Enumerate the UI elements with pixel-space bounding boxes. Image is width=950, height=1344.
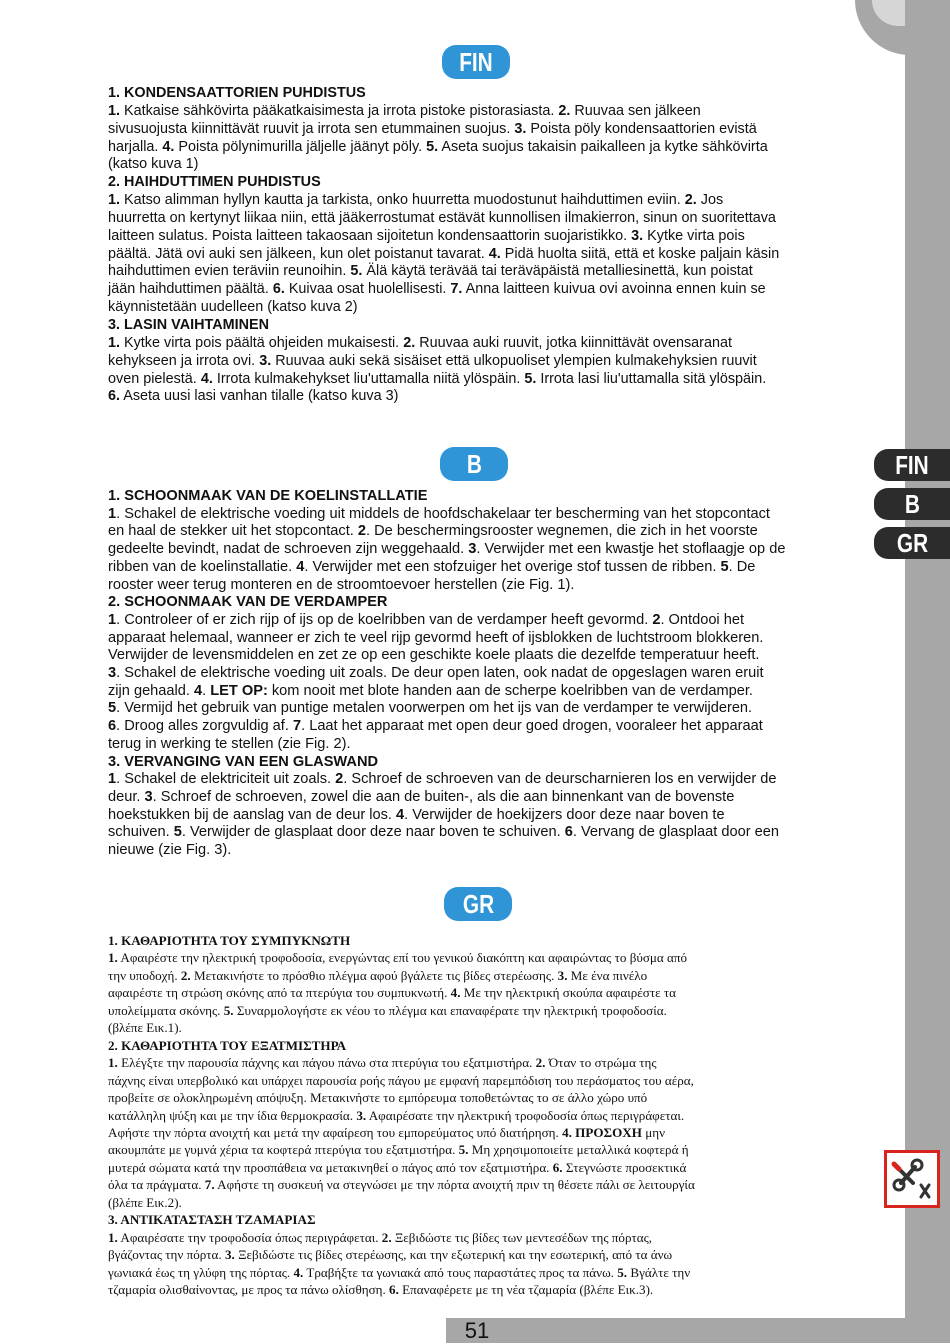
text-run: Kuivaa osat huolellisesti. [284, 281, 451, 298]
text-run: nieuwe (zie Fig. 3). [108, 842, 232, 859]
bold-run: 3. [356, 1107, 367, 1123]
bold-run: 4. ΠΡΟΣΟΧΗ [562, 1124, 642, 1140]
bold-run: 7. [450, 281, 463, 298]
bold-run: 1. [108, 1229, 118, 1245]
text-run: μυτερά σώματα κατά την προσπάθεια να μετακινηθεί ο πάγος από τον εξατμιστήρα. [108, 1159, 553, 1175]
text-run: . Verwijder de hoekijzers door deze naar boven te [404, 806, 725, 823]
bold-run: 2. HAIHDUTTIMEN PUHDISTUS [108, 174, 321, 191]
text-run: . De beschermingsrooster wegnemen, die zich in het voorste [366, 523, 758, 540]
text-line [108, 1141, 848, 1158]
text-line [108, 594, 848, 612]
text-run: Älä käytä terävää tai teräväpäistä metalliesinettä, kun poistat [362, 263, 753, 280]
text-run: Επαναφέρετε με τη νέα τζαμαρία (βλέπε Εικ.3). [398, 1282, 654, 1298]
text-run: αφαιρέστε τη στρώση σκόνης από τα πτερύγια του συμπυκνωτή. [108, 985, 451, 1001]
text-line [108, 263, 848, 281]
gr-badge: GR [444, 887, 512, 921]
text-line [108, 700, 848, 718]
bold-run: 6. [389, 1282, 399, 1298]
text-run: apparaat helemaal, wanneer er zich te veel rijp gevormd heeft of ijsblokken de luchtstroom blokkeren. [108, 629, 764, 646]
text-run: sivusuojusta kiinnittävät ruuvit ja irrota sen etummainen suojus. [108, 120, 515, 137]
text-run: Ελέγξτε την παρουσία πάχνης και πάγου πάνω στα πτερύγια του εξατμιστήρα. [117, 1055, 536, 1071]
text-run: zijn gehaald. [108, 682, 195, 699]
text-run: Αφαιρέστε την ηλεκτρική τροφοδοσία, ενεργώντας επί του γενικού διακόπτη και αφαιρώντας το βύσμα από [117, 950, 688, 966]
bold-run: 3 [468, 541, 477, 558]
text-run: harjalla. [108, 138, 163, 155]
text-run: Pidä huolta siitä, että et koske paljain käsin [500, 245, 780, 262]
text-line [108, 228, 848, 246]
text-run: Με την ηλεκτρική σκούπα αφαιρέστε τα [460, 985, 676, 1001]
text-line [108, 174, 848, 192]
text-run: Με ένα πινέλο [567, 967, 648, 983]
text-line [108, 103, 848, 121]
text-run: Verwijder de levensmiddelen en zet ze op een geschikte koele plaats die dezelfde temperatuur heeft. [108, 647, 760, 664]
text-run: . Schakel de elektrische voeding uit middels de hoofdschakelaar ter bescherming van het stopcontact [116, 505, 770, 522]
text-run: Poista pölynimurilla jäljelle jäänyt pöly. [174, 138, 427, 155]
bold-run: 1 [108, 771, 117, 788]
text-run: . Schroef de schroeven van de deurscharnieren los en verwijder de [343, 771, 777, 788]
bold-run: 2 [652, 611, 661, 628]
bold-run: 5. [350, 263, 363, 280]
bold-run: 6. [108, 388, 121, 405]
text-line [108, 85, 848, 103]
text-run: Ruuvaa auki ruuvit, jotka kiinnittävät ovensaranat [415, 334, 732, 351]
text-line [108, 192, 848, 210]
text-line [108, 1194, 848, 1211]
text-run: . Verwijder met een kwastje het stoflaagje op de [476, 541, 786, 558]
text-run: πάχνης είναι υπερβολικό και υπάρχει παρουσία ροής πάγου με εμφανή παρεμπόδιση του περάσματος του αέρα, [108, 1072, 694, 1088]
bold-run: 5. [458, 1142, 469, 1158]
bold-run: 6. [552, 1159, 563, 1175]
text-run: . Controleer of er zich rijp of ijs op de koelribben van de verdamper heeft gevormd. [116, 611, 653, 628]
text-line [108, 1037, 848, 1054]
text-line [108, 824, 848, 842]
bold-run: 1. ΚΑΘΑΡΙΟΤΗΤΑ ΤΟΥ ΣΥΜΠΥΚΝΩΤΗ [108, 933, 351, 948]
bold-run: 6 [564, 824, 573, 841]
dutch-instructions [108, 488, 848, 860]
text-run: kom nooit met blote handen aan de scherpe koelribben van de verdamper. [267, 682, 753, 699]
text-line [108, 506, 848, 524]
text-line [108, 1281, 848, 1298]
text-run: Συναρμολογήστε εκ νέου το πλέγμα και επαναφέρατε την ηλεκτρική τροφοδοσία. [233, 1002, 667, 1018]
bold-run: 5. [617, 1264, 628, 1280]
bold-run: 5 [173, 824, 182, 841]
text-line [108, 789, 848, 807]
text-run: υπολείμματα σκόνης. [108, 1002, 224, 1018]
text-run: Αφαιρέσατε την τροφοδοσία όπως περιγράφεται. [117, 1229, 382, 1245]
bold-run: 3. [557, 967, 568, 983]
text-line [108, 299, 848, 317]
text-run: terug in werking te stellen (zie Fig. 2). [108, 735, 351, 752]
text-run: Irrota lasi liu'uttamalla sitä ylöspäin. [536, 370, 767, 387]
text-run: käynnistetään uudelleen (katso kuva 2) [108, 299, 358, 316]
bold-run: 6. [272, 281, 285, 298]
bold-run: 7. [204, 1177, 215, 1193]
bold-run: 1. [108, 950, 118, 966]
text-run: Katkaise sähkövirta pääkatkaisimesta ja irrota pistoke pistorasiasta. [120, 102, 559, 119]
text-run: . Laat het apparaat met open deur goed drogen, vooraleer het apparaat [301, 718, 763, 735]
text-run: όλα τα πράγματα. [108, 1177, 205, 1193]
text-run: Ξεβιδώστε τις βίδες στερέωσης, και την εξωτερική και την εσωτερική, από τα άνω [234, 1247, 673, 1263]
text-line [108, 949, 848, 966]
text-line [108, 1089, 848, 1106]
text-line [108, 807, 848, 825]
sidebar-language-fin: FIN [874, 449, 950, 481]
bold-run: 2 [335, 771, 344, 788]
text-run: . Schroef de schroeven, zowel die aan de buiten-, als die aan binnenkant van de bovenste [152, 788, 735, 805]
bold-run: 3. LASIN VAIHTAMINEN [108, 316, 269, 333]
text-run: laitteen sulatus. Poista laitteen takaosaan sijoitetun kondensaattorin suojaristikko. [108, 227, 632, 244]
footer-band [446, 1318, 950, 1343]
text-line [108, 139, 848, 157]
text-run: Αφήστε τη συσκευή να στεγνώσει με την πόρτα ανοιχτή πριν τη θέσετε πάλι σε λειτουργία [214, 1177, 695, 1193]
text-run: Βγάλτε την [627, 1264, 691, 1280]
text-line [108, 577, 848, 595]
bold-run: 5 [720, 558, 729, 575]
text-line [108, 1229, 848, 1246]
bold-run: 7 [292, 718, 302, 735]
text-run: Όταν το στρώμα της [545, 1055, 657, 1071]
text-run: Αφαιρέσατε την ηλεκτρική τροφοδοσία όπως περιγράφεται. [366, 1107, 685, 1123]
text-run: jään haihduttimen päältä. [108, 281, 273, 298]
text-run: προβείτε σε ολοκληρωμένη απόψυξη. Μετακινήστε το εμπόρευμα τοποθετώντας το σε άλλο χώρο υπό [108, 1090, 648, 1106]
page-number: 51 [464, 1317, 490, 1343]
text-run: Irrota kulmakehykset liu'uttamalla niitä ylöspäin. [212, 370, 525, 387]
text-run: Ruuvaa auki sekä sisäiset että ulkopuoliset ylempien kulmakehyksien ruuvit [271, 352, 757, 369]
text-run: ακουμπάτε με γυμνά χέρια τα κοφτερά πτερύγια του εξατμιστήρα. [108, 1142, 459, 1158]
text-line [108, 754, 848, 772]
bold-run: 3. [631, 227, 644, 244]
text-run: Anna laitteen kuivua ovi avoinna ennen kuin se [462, 281, 766, 298]
text-run: . Vervang de glasplaat door een [572, 824, 779, 841]
bold-run: 4 [396, 806, 405, 823]
text-run: huurretta on kertynyt liikaa niin, että jääkerrostumat estävät kunnollisen ilmakierron, sinun on suoritettava [108, 209, 776, 226]
text-run: Aseta uusi lasi vanhan tilalle (katso kuva 3) [120, 388, 399, 405]
text-run: την υποδοχή. [108, 967, 181, 983]
text-line [108, 1107, 848, 1124]
bold-run: 4. [450, 985, 461, 1001]
bold-run: 3. [514, 120, 527, 137]
sidebar-language-gr: GR [874, 527, 950, 559]
text-run: kehykseen ja irrota ovi. [108, 352, 260, 369]
text-run: Kytke virta pois [643, 227, 745, 244]
text-run: . Verwijder de glasplaat door deze naar boven te schuiven. [181, 824, 565, 841]
text-run: . Schakel de elektriciteit uit zoals. [116, 771, 336, 788]
text-line [108, 736, 848, 754]
text-line [108, 156, 848, 174]
bold-run: 6 [108, 718, 117, 735]
text-line [108, 1019, 848, 1036]
text-line [108, 1072, 848, 1089]
b-badge: B [440, 447, 508, 481]
text-run: Μη χρησιμοποιείτε μεταλλικά κοφτερά ή [468, 1142, 689, 1158]
text-run: en haal de stekker uit het stopcontact. [108, 523, 358, 540]
text-line [108, 718, 848, 736]
text-line [108, 317, 848, 335]
bold-run: 2. [381, 1229, 392, 1245]
bold-run: 2. ΚΑΘΑΡΙΟΤΗΤΑ ΤΟΥ ΕΞΑΤΜΙΣΤΗΡΑ [108, 1037, 347, 1053]
text-run: . [202, 682, 211, 699]
text-run: ribben van de koelinstallatie. [108, 558, 297, 575]
text-line [108, 371, 848, 389]
text-line [108, 1124, 848, 1141]
greek-instructions [108, 932, 848, 1299]
bold-run: 2. [558, 102, 571, 119]
text-run: Poista pöly kondensaattorien evistä [526, 120, 757, 137]
text-run: Μετακινήστε το πρόσθιο πλέγμα αφού βγάλετε τις βίδες στερέωσης. [190, 967, 558, 983]
bold-run: 3. VERVANGING VAN EEN GLASWAND [108, 753, 379, 770]
text-line [108, 281, 848, 299]
fin-instructions [108, 85, 848, 406]
text-line [108, 771, 848, 789]
text-line [108, 559, 848, 577]
text-line [108, 612, 848, 630]
text-run: (βλέπε Εικ.2). [108, 1194, 182, 1210]
bold-run: 1. [108, 192, 121, 209]
text-line [108, 541, 848, 559]
text-line [108, 967, 848, 984]
bold-run: 4. [200, 370, 213, 387]
bold-run: 1 [108, 611, 117, 628]
bold-run: 1. [108, 102, 121, 119]
text-run: oven pielestä. [108, 370, 201, 387]
bold-run: 1. [108, 334, 121, 351]
fin-badge: FIN [442, 45, 510, 79]
text-run: . Vermijd het gebruik van puntige metalen voorwerpen om het ijs van de verdamper te verwijderen. [116, 700, 753, 717]
text-run: . Ontdooi het [660, 611, 745, 628]
bold-run: 2 [357, 523, 366, 540]
text-line [108, 1211, 848, 1228]
text-run: μην [641, 1124, 665, 1140]
bold-run: 3 [108, 665, 117, 682]
bold-run: 2. [403, 334, 416, 351]
text-line [108, 984, 848, 1001]
bold-run: 4. [293, 1264, 304, 1280]
text-run: κατάλληλη ψύξη και με την ίδια θερμοκρασία. [108, 1107, 357, 1123]
bold-run: 5. [426, 138, 439, 155]
right-margin-band [905, 0, 950, 1343]
bold-run: 2. [180, 967, 191, 983]
text-run: γωνιακά έως τη γλύφη της πόρτας. [108, 1264, 294, 1280]
bold-run: 1 [108, 505, 117, 522]
text-run: Ξεβιδώστε τις βίδες των μεντεσέδων της πόρτας, [391, 1229, 653, 1245]
text-line [108, 1002, 848, 1019]
text-run: hoekstukken bij de aanslag van de deur los. [108, 806, 397, 823]
screwdriver-wrench-icon [884, 1150, 940, 1208]
text-run: Kytke virta pois päältä ohjeiden mukaisesti. [120, 334, 404, 351]
bold-run: 5. [223, 1002, 234, 1018]
text-line [108, 353, 848, 371]
text-line [108, 388, 848, 406]
text-line [108, 210, 848, 228]
text-line [108, 1176, 848, 1193]
bold-run: 5. [524, 370, 537, 387]
bold-run: 1. SCHOONMAAK VAN DE KOELINSTALLATIE [108, 488, 428, 504]
bold-run: 3. [259, 352, 272, 369]
text-line [108, 488, 848, 506]
text-line [108, 665, 848, 683]
bold-run: 4. [162, 138, 175, 155]
bold-run: LET OP: [210, 682, 268, 699]
text-run: rooster weer terug monteren en de stroomtoevoer herstellen (zie Fig. 1). [108, 576, 575, 593]
text-line [108, 1246, 848, 1263]
text-line [108, 1054, 848, 1071]
text-line [108, 121, 848, 139]
text-run: Τραβήξτε τα γωνιακά από τους παραστάτες προς τα πάνω. [303, 1264, 618, 1280]
text-run: (βλέπε Εικ.1). [108, 1020, 182, 1036]
text-line [108, 842, 848, 860]
text-run: . Verwijder met een stofzuiger het overige stof tussen de ribben. [304, 558, 721, 575]
text-line [108, 630, 848, 648]
bold-run: 1. [108, 1055, 118, 1071]
text-line [108, 1264, 848, 1281]
text-run: Aseta suojus takaisin paikalleen ja kytke sähkövirta [438, 138, 768, 155]
bold-run: 4 [194, 682, 203, 699]
bold-run: 3 [144, 788, 153, 805]
text-line [108, 932, 848, 949]
text-run: Αφήστε την πόρτα ανοιχτή και μετά την αφαίρεση του εμπορεύματος υπό διατήρηση. [108, 1124, 563, 1140]
bold-run: 2. [684, 192, 697, 209]
text-run: haihduttimen evien teräviin reunoihin. [108, 263, 351, 280]
text-run: τζαμαρία ολισθαίνοντας, με προς τα πάνω ολίσθηση. [108, 1282, 390, 1298]
text-line [108, 647, 848, 665]
bold-run: 1. KONDENSAATTORIEN PUHDISTUS [108, 85, 366, 101]
bold-run: 4 [296, 558, 305, 575]
text-run: βγάζοντας την πόρτα. [108, 1247, 225, 1263]
bold-run: 2. SCHOONMAAK VAN DE VERDAMPER [108, 594, 388, 611]
bold-run: 5 [108, 700, 117, 717]
text-run: . Schakel de elektrische voeding uit zoals. De deur open laten, ook nadat de opgeslagen waren eruit [116, 665, 764, 682]
text-run: . Droog alles zorgvuldig af. [116, 718, 293, 735]
sidebar-language-b: B [874, 488, 950, 520]
text-run: . De [728, 558, 756, 575]
text-line [108, 335, 848, 353]
text-run: (katso kuva 1) [108, 156, 199, 173]
text-run: Jos [696, 192, 724, 209]
text-run: Στεγνώστε προσεκτικά [562, 1159, 687, 1175]
text-run: deur. [108, 788, 145, 805]
text-run: Ruuvaa sen jälkeen [570, 102, 701, 119]
bold-run: 2. [535, 1055, 546, 1071]
text-line [108, 1159, 848, 1176]
text-run: gedeelte bevindt, nadat de schroeven zijn weggehaald. [108, 541, 469, 558]
text-run: schuiven. [108, 824, 174, 841]
bold-run: 4. [488, 245, 501, 262]
text-run: päältä. Jätä ovi auki sen jälkeen, kun olet poistanut tavarat. [108, 245, 489, 262]
text-line [108, 683, 848, 701]
bold-run: 3. [224, 1247, 235, 1263]
text-run: Katso alimman hyllyn kautta ja tarkista, onko huurretta muodostunut haihduttimen eviin. [120, 192, 685, 209]
text-line [108, 246, 848, 264]
bold-run: 3. ΑΝΤΙΚΑΤΑΣΤΑΣΗ ΤΖΑΜΑΡΙΑΣ [108, 1212, 316, 1228]
text-line [108, 523, 848, 541]
